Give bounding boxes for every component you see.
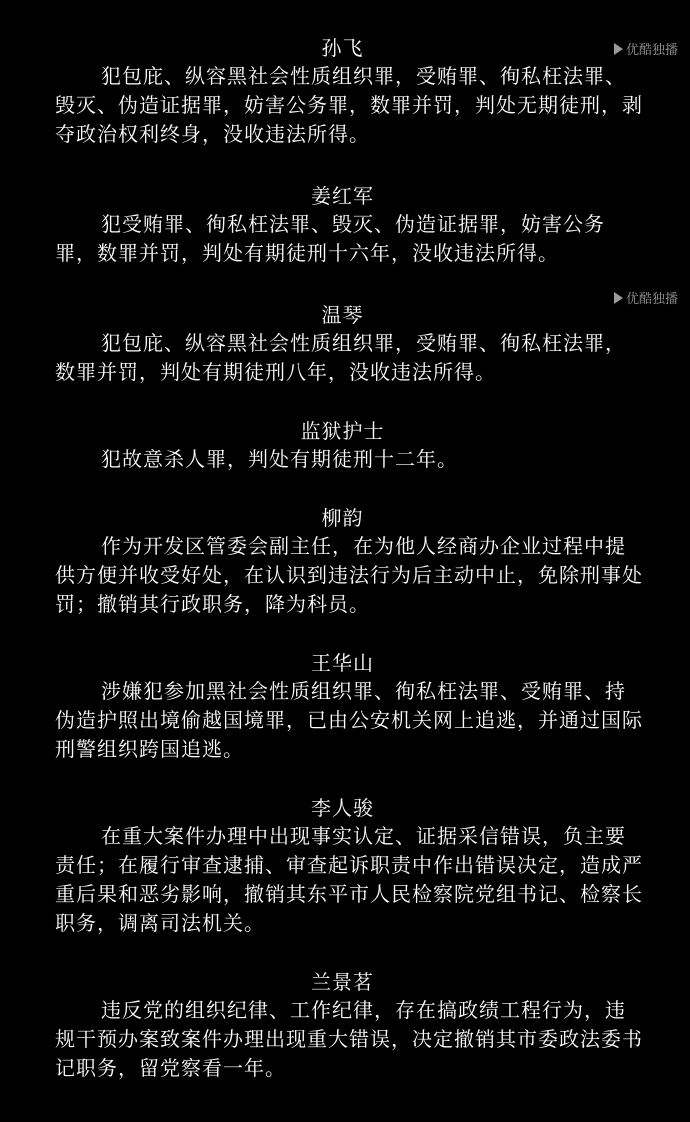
verdict-entry [55,301,655,387]
verdict-text: 犯包庇、纵容黑社会性质组织罪，受贿罪、徇私枉法罪、毁灭、伪造证据罪，妨害公务罪，数罪并罚，判处无期徒刑，剥夺政治权利终身，没收违法所得。 [55,64,643,146]
verdict-entry [55,417,655,474]
verdict-text: 违反党的组织纪律、工作纪律，存在搞政绩工程行为，违规干预办案致案件办理出现重大错误，决定撤销其市委政法委书记职务，留党察看一年。 [55,998,643,1080]
person-name: 兰景茗 [311,970,374,994]
verdict-entry [55,968,655,1083]
verdict-text: 犯故意杀人罪，判处有期徒刑十二年。 [101,447,458,471]
verdict-entry [55,504,655,619]
verdict-text: 作为开发区管委会副主任，在为他人经商办企业过程中提供方便并收受好处，在认识到违法行为后主动中止，免除刑事处罚；撤销其行政职务，降为科员。 [55,534,643,616]
person-name: 孙飞 [321,36,364,60]
verdict-entry [55,182,655,268]
verdict-list [55,34,655,1083]
person-name: 监狱护士 [300,419,385,443]
person-name: 王华山 [311,651,374,675]
verdict-entry [55,649,655,764]
person-name: 姜红军 [311,184,374,208]
verdict-text: 犯包庇、纵容黑社会性质组织罪，受贿罪、徇私枉法罪，数罪并罚，判处有期徒刑八年，没收违法所得。 [55,331,626,384]
watermark-text: 优酷独播 [625,43,678,58]
watermark-text: 优酷独播 [625,292,678,307]
verdict-text: 涉嫌犯参加黑社会性质组织罪、徇私枉法罪、受贿罪、持伪造护照出境偷越国境罪，已由公安机关网上追逃，并通过国际刑警组织跨国追逃。 [55,679,643,761]
person-name: 李人骏 [311,796,374,820]
verdict-entry [55,34,655,149]
person-name: 柳韵 [321,506,364,530]
verdict-text: 犯受贿罪、徇私枉法罪、毁灭、伪造证据罪，妨害公务罪，数罪并罚，判处有期徒刑十六年，没收违法所得。 [55,212,605,265]
person-name: 温琴 [321,303,364,327]
verdict-text: 在重大案件办理中出现事实认定、证据采信错误，负主要责任；在履行审查逮捕、审查起诉职责中作出错误决定，造成严重后果和恶劣影响，撤销其东平市人民检察院党组书记、检察长职务，调离司法机关。 [55,824,643,935]
verdict-entry [55,794,655,938]
